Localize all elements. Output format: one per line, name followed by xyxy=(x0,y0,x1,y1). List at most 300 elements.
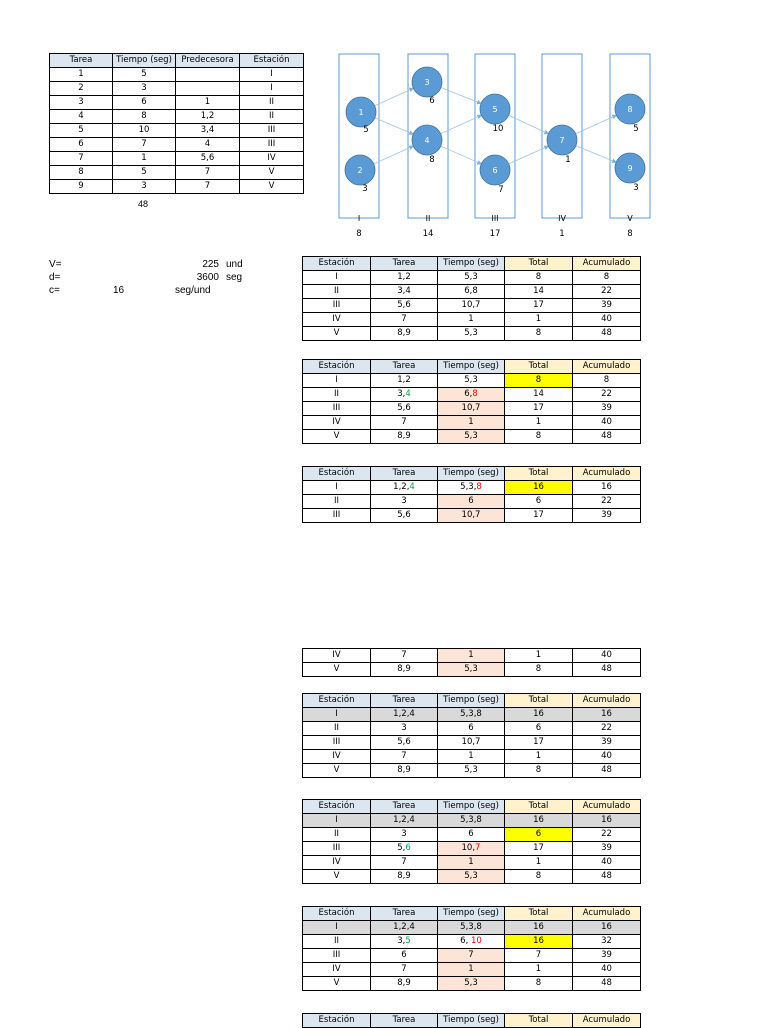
station-cell: 6 xyxy=(505,722,573,736)
task-cell: II xyxy=(240,96,304,110)
station-cell: 7 xyxy=(505,949,573,963)
station-cell: IV xyxy=(303,750,371,764)
task-cell: V xyxy=(240,166,304,180)
station-cell: 7 xyxy=(371,856,438,870)
station-table xyxy=(302,256,641,341)
station-cell: 7 xyxy=(371,313,438,327)
task-cell: 6 xyxy=(50,138,113,152)
station-cell: 8 xyxy=(573,374,641,388)
task-node-id: 7 xyxy=(559,136,565,145)
v-label: V= xyxy=(49,259,62,270)
station-cell: 16 xyxy=(505,921,573,935)
station-cell: IV xyxy=(303,649,371,663)
task-cell: II xyxy=(240,110,304,124)
task-cell: 9 xyxy=(50,180,113,194)
header-cell: Acumulado xyxy=(573,360,641,374)
task-node-time: 8 xyxy=(429,155,435,165)
station-cell: 3 xyxy=(371,828,438,842)
station-cell: 16 xyxy=(505,481,573,495)
task-cell: III xyxy=(240,138,304,152)
station-label: IV xyxy=(558,214,566,223)
station-cell: 10,7 xyxy=(438,402,505,416)
header-cell: Acumulado xyxy=(573,694,641,708)
task-cell: 1 xyxy=(50,68,113,82)
station-cell: V xyxy=(303,430,371,444)
station-table-header xyxy=(303,907,641,921)
header-cell: Acumulado xyxy=(573,800,641,814)
header-cell: Tiempo (seg) xyxy=(438,360,505,374)
station-cell: 7 xyxy=(371,416,438,430)
station-cell: 8,9 xyxy=(371,870,438,884)
station-cell: 5,3,8 xyxy=(438,481,505,495)
task-cell: 8 xyxy=(50,166,113,180)
task-cell: I xyxy=(240,82,304,96)
station-cell: 48 xyxy=(573,663,641,677)
station-cell: I xyxy=(303,921,371,935)
header-cell: Total xyxy=(505,257,573,271)
station-row xyxy=(303,388,641,402)
task-cell xyxy=(176,68,240,82)
task-cell: 4 xyxy=(50,110,113,124)
station-total: 8 xyxy=(627,229,633,238)
task-cell: 7 xyxy=(113,138,176,152)
task-row xyxy=(50,96,304,110)
d-label: d= xyxy=(49,272,61,283)
station-label: II xyxy=(425,214,431,223)
task-node-id: 6 xyxy=(492,166,498,175)
station-cell: 40 xyxy=(573,856,641,870)
station-cell: 3,4 xyxy=(371,388,438,402)
task-cell: 6 xyxy=(113,96,176,110)
task-cell: 2 xyxy=(50,82,113,96)
station-row xyxy=(303,842,641,856)
station-cell: 6,8 xyxy=(438,285,505,299)
station-cell: 5,3 xyxy=(438,764,505,778)
task-cell: IV xyxy=(240,152,304,166)
station-cell: 8 xyxy=(505,663,573,677)
station-cell: 32 xyxy=(573,935,641,949)
task-cell: III xyxy=(240,124,304,138)
station-cell: 8 xyxy=(505,764,573,778)
station-cell: II xyxy=(303,285,371,299)
station-cell: 39 xyxy=(573,949,641,963)
station-cell: 5,3 xyxy=(438,430,505,444)
task-cell: 1,2 xyxy=(176,110,240,124)
parameters xyxy=(49,258,249,300)
station-cell: III xyxy=(303,299,371,313)
header-cell: Tiempo (seg) xyxy=(438,257,505,271)
task-row xyxy=(50,166,304,180)
station-total: 8 xyxy=(356,229,362,238)
station-total: 17 xyxy=(489,229,501,238)
station-cell: 39 xyxy=(573,509,641,523)
station-cell: 16 xyxy=(505,814,573,828)
station-cell: I xyxy=(303,814,371,828)
station-cell: I xyxy=(303,374,371,388)
station-cell: III xyxy=(303,402,371,416)
station-cell: 6 xyxy=(438,722,505,736)
task-node-time: 3 xyxy=(633,183,639,193)
station-row xyxy=(303,649,641,663)
station-cell: 1,2,4 xyxy=(371,921,438,935)
station-table-header xyxy=(303,1014,641,1028)
station-row xyxy=(303,935,641,949)
header-cell: Tiempo (seg) xyxy=(438,907,505,921)
task-node-id: 1 xyxy=(358,108,364,117)
station-cell: 16 xyxy=(573,708,641,722)
header-cell: Estación xyxy=(303,1014,371,1028)
station-cell: 1,2,4 xyxy=(371,708,438,722)
station-cell: 16 xyxy=(505,708,573,722)
station-table-header xyxy=(303,694,641,708)
station-cell: IV xyxy=(303,416,371,430)
station-cell: 7 xyxy=(371,963,438,977)
task-node-time: 6 xyxy=(429,96,435,106)
v-unit: und xyxy=(226,259,243,270)
station-row xyxy=(303,271,641,285)
station-cell: IV xyxy=(303,313,371,327)
header-cell: Estación xyxy=(303,694,371,708)
station-cell: I xyxy=(303,708,371,722)
station-cell: 6 xyxy=(371,949,438,963)
station-row xyxy=(303,921,641,935)
station-cell: 8,9 xyxy=(371,663,438,677)
station-cell: 1 xyxy=(505,649,573,663)
station-cell: 22 xyxy=(573,495,641,509)
station-cell: II xyxy=(303,828,371,842)
station-row xyxy=(303,416,641,430)
station-cell: 1 xyxy=(438,750,505,764)
station-cell: 5,3 xyxy=(438,374,505,388)
task-cell: 5 xyxy=(113,68,176,82)
c-label: c= xyxy=(49,285,60,296)
header-cell: Total xyxy=(505,360,573,374)
header-cell: Acumulado xyxy=(573,1014,641,1028)
task-cell: 3 xyxy=(50,96,113,110)
station-table-header xyxy=(303,360,641,374)
station-table xyxy=(302,466,641,523)
station-row xyxy=(303,736,641,750)
task-node-id: 2 xyxy=(357,166,363,175)
station-cell: 1 xyxy=(438,649,505,663)
station-cell: 22 xyxy=(573,388,641,402)
station-table xyxy=(302,693,641,778)
task-cell: 3 xyxy=(113,180,176,194)
station-cell: 6 xyxy=(438,828,505,842)
station-cell: 10,7 xyxy=(438,736,505,750)
task-node-id: 5 xyxy=(492,105,498,114)
task-cell: 4 xyxy=(176,138,240,152)
task-cell: 5 xyxy=(113,166,176,180)
header-cell: Tarea xyxy=(371,907,438,921)
station-cell: 5,3,8 xyxy=(438,921,505,935)
precedence-diagram xyxy=(330,48,660,238)
task-cell: 7 xyxy=(50,152,113,166)
station-cell: 5,6 xyxy=(371,736,438,750)
station-cell: 8 xyxy=(505,430,573,444)
station-table-partial xyxy=(302,1013,641,1028)
station-table xyxy=(302,648,641,677)
station-table-header xyxy=(303,467,641,481)
station-cell: 16 xyxy=(573,481,641,495)
header-cell: Total xyxy=(505,1014,573,1028)
station-table xyxy=(302,359,641,444)
station-cell: 40 xyxy=(573,416,641,430)
station-total: 1 xyxy=(559,229,565,238)
task-node-id: 9 xyxy=(627,164,633,173)
station-row xyxy=(303,374,641,388)
station-cell: 5,3 xyxy=(438,870,505,884)
task-table-header xyxy=(50,54,304,68)
station-cell: 14 xyxy=(505,388,573,402)
station-row xyxy=(303,870,641,884)
station-cell: 39 xyxy=(573,736,641,750)
station-cell: 8 xyxy=(573,271,641,285)
station-cell: 48 xyxy=(573,870,641,884)
station-cell: 17 xyxy=(505,509,573,523)
station-cell: 5,3,8 xyxy=(438,814,505,828)
header-cell: Tarea xyxy=(371,694,438,708)
task-node-time: 10 xyxy=(492,124,504,134)
station-cell: 1 xyxy=(505,313,573,327)
header-cell: Acumulado xyxy=(573,907,641,921)
station-cell: 16 xyxy=(573,921,641,935)
station-cell: 39 xyxy=(573,299,641,313)
station-cell: 1 xyxy=(505,856,573,870)
header-cell: Tiempo (seg) xyxy=(438,694,505,708)
station-row xyxy=(303,481,641,495)
station-box xyxy=(475,54,515,218)
task-node-time: 5 xyxy=(363,125,369,135)
header-cell: Acumulado xyxy=(573,467,641,481)
station-cell: 1 xyxy=(505,416,573,430)
d-value: 3600 xyxy=(196,272,219,283)
station-table xyxy=(302,906,641,991)
station-cell: 1,2,4 xyxy=(371,814,438,828)
station-row xyxy=(303,814,641,828)
station-cell: 3,4 xyxy=(371,285,438,299)
station-cell: 1,2,4 xyxy=(371,481,438,495)
station-cell: 5,3 xyxy=(438,327,505,341)
station-cell: 48 xyxy=(573,327,641,341)
task-node-id: 4 xyxy=(424,136,430,145)
station-cell: 22 xyxy=(573,828,641,842)
station-row xyxy=(303,750,641,764)
station-label: V xyxy=(627,214,633,223)
task-node-time: 7 xyxy=(498,185,504,195)
station-cell: 7 xyxy=(438,949,505,963)
task-row xyxy=(50,138,304,152)
station-row xyxy=(303,402,641,416)
station-label: I xyxy=(357,214,361,223)
station-cell: 1 xyxy=(505,963,573,977)
v-value: 225 xyxy=(202,259,219,270)
task-cell: 3 xyxy=(113,82,176,96)
station-cell: 1,2 xyxy=(371,374,438,388)
station-table xyxy=(302,799,641,884)
station-row xyxy=(303,327,641,341)
header-cell: Tiempo (seg) xyxy=(438,1014,505,1028)
station-row xyxy=(303,430,641,444)
station-cell: 14 xyxy=(505,285,573,299)
header-cell: Estación xyxy=(303,360,371,374)
station-cell: 8 xyxy=(505,327,573,341)
station-cell: 6 xyxy=(505,828,573,842)
station-cell: 39 xyxy=(573,402,641,416)
header-cell: Estación xyxy=(303,467,371,481)
header-cell: Tarea xyxy=(371,1014,438,1028)
task-cell xyxy=(176,82,240,96)
station-cell: 48 xyxy=(573,977,641,991)
task-cell: 8 xyxy=(113,110,176,124)
station-row xyxy=(303,828,641,842)
station-cell: 8 xyxy=(505,271,573,285)
station-row xyxy=(303,509,641,523)
station-cell: 6 xyxy=(505,495,573,509)
task-cell: 5 xyxy=(50,124,113,138)
station-cell: 8 xyxy=(505,870,573,884)
station-cell: 8 xyxy=(505,977,573,991)
station-cell: 40 xyxy=(573,649,641,663)
header-cell: Tiempo (seg) xyxy=(438,467,505,481)
header-cell: Tarea xyxy=(371,467,438,481)
task-cell: 10 xyxy=(113,124,176,138)
station-cell: III xyxy=(303,509,371,523)
station-cell: 3 xyxy=(371,722,438,736)
header-cell: Tiempo (seg) xyxy=(438,800,505,814)
station-cell: 5,6 xyxy=(371,402,438,416)
precedence-arrow xyxy=(374,146,414,164)
station-cell: 5,3,8 xyxy=(438,708,505,722)
header-cell: Tiempo (seg) xyxy=(113,54,176,68)
station-cell: 1 xyxy=(438,416,505,430)
header-cell: Tarea xyxy=(50,54,113,68)
station-row xyxy=(303,313,641,327)
station-cell: 3 xyxy=(371,495,438,509)
task-cell: 1 xyxy=(113,152,176,166)
station-row xyxy=(303,722,641,736)
task-cell: 7 xyxy=(176,166,240,180)
station-cell: V xyxy=(303,764,371,778)
task-cell: 7 xyxy=(176,180,240,194)
task-time-total: 48 xyxy=(138,199,149,209)
station-total: 14 xyxy=(422,229,434,238)
station-cell: 5,3 xyxy=(438,977,505,991)
station-cell: IV xyxy=(303,856,371,870)
station-cell: II xyxy=(303,495,371,509)
header-cell: Acumulado xyxy=(573,257,641,271)
station-cell: 17 xyxy=(505,842,573,856)
station-cell: 16 xyxy=(505,935,573,949)
header-cell: Total xyxy=(505,694,573,708)
task-table xyxy=(49,53,304,194)
station-cell: 48 xyxy=(573,430,641,444)
station-cell: V xyxy=(303,977,371,991)
task-cell: 1 xyxy=(176,96,240,110)
station-table-header xyxy=(303,257,641,271)
station-cell: 40 xyxy=(573,313,641,327)
task-row xyxy=(50,82,304,96)
task-node-id: 3 xyxy=(424,78,430,87)
station-row xyxy=(303,977,641,991)
station-cell: III xyxy=(303,949,371,963)
station-cell: 7 xyxy=(371,649,438,663)
task-cell: 3,4 xyxy=(176,124,240,138)
station-row xyxy=(303,856,641,870)
station-cell: I xyxy=(303,481,371,495)
station-row xyxy=(303,949,641,963)
station-cell: 22 xyxy=(573,722,641,736)
station-cell: 5,6 xyxy=(371,299,438,313)
task-row xyxy=(50,124,304,138)
task-row xyxy=(50,180,304,194)
station-cell: 6 xyxy=(438,495,505,509)
station-cell: 1 xyxy=(438,856,505,870)
station-cell: 10,7 xyxy=(438,509,505,523)
header-cell: Tarea xyxy=(371,360,438,374)
c-value: 16 xyxy=(113,285,125,296)
station-cell: 5,6 xyxy=(371,842,438,856)
header-cell: Estación xyxy=(303,800,371,814)
task-node-id: 8 xyxy=(627,105,633,114)
precedence-arrow xyxy=(375,118,413,134)
station-box xyxy=(339,54,379,218)
task-node-time: 1 xyxy=(565,155,571,165)
station-cell: 8,9 xyxy=(371,764,438,778)
station-cell: 8,9 xyxy=(371,977,438,991)
station-cell: III xyxy=(303,842,371,856)
task-cell: 5,6 xyxy=(176,152,240,166)
station-table-header xyxy=(303,800,641,814)
station-cell: V xyxy=(303,663,371,677)
station-cell: 17 xyxy=(505,402,573,416)
task-node-time: 3 xyxy=(362,184,368,194)
station-row xyxy=(303,963,641,977)
station-cell: 5,3 xyxy=(438,663,505,677)
station-cell: 10,7 xyxy=(438,299,505,313)
station-cell: 48 xyxy=(573,764,641,778)
task-row xyxy=(50,110,304,124)
station-cell: 40 xyxy=(573,750,641,764)
station-cell: V xyxy=(303,327,371,341)
station-label: III xyxy=(491,214,499,223)
station-cell: IV xyxy=(303,963,371,977)
station-cell: 8,9 xyxy=(371,327,438,341)
header-cell: Tarea xyxy=(371,800,438,814)
station-row xyxy=(303,708,641,722)
header-cell: Estación xyxy=(303,257,371,271)
c-unit: seg/und xyxy=(175,285,211,296)
task-cell: V xyxy=(240,180,304,194)
station-cell: 5,6 xyxy=(371,509,438,523)
station-row xyxy=(303,285,641,299)
station-cell: 8 xyxy=(505,374,573,388)
station-cell: 3,5 xyxy=(371,935,438,949)
header-cell: Total xyxy=(505,467,573,481)
station-cell: 1 xyxy=(438,963,505,977)
header-cell: Tarea xyxy=(371,257,438,271)
station-cell: 17 xyxy=(505,736,573,750)
station-cell: 39 xyxy=(573,842,641,856)
station-row xyxy=(303,764,641,778)
header-cell: Total xyxy=(505,800,573,814)
station-cell: 7 xyxy=(371,750,438,764)
header-cell: Estación xyxy=(303,907,371,921)
station-cell: 17 xyxy=(505,299,573,313)
station-cell: 1,2 xyxy=(371,271,438,285)
station-cell: 8,9 xyxy=(371,430,438,444)
task-row xyxy=(50,68,304,82)
